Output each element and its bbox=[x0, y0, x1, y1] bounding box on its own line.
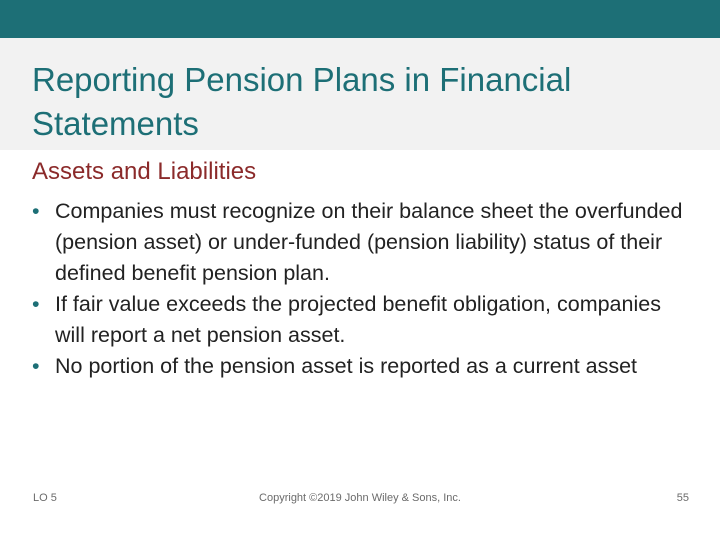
bullet-item bbox=[32, 196, 696, 289]
bullet-item bbox=[32, 289, 696, 351]
copyright-notice: Copyright ©2019 John Wiley & Sons, Inc. bbox=[259, 492, 461, 504]
bullet-text: If fair value exceeds the projected benefit obligation, companies will report a net pension asset. bbox=[55, 292, 661, 347]
learning-objective-label: LO 5 bbox=[33, 492, 57, 504]
bullet-icon: • bbox=[32, 199, 40, 223]
bullet-icon: • bbox=[32, 354, 40, 378]
bullet-list bbox=[32, 196, 696, 382]
header-bar bbox=[0, 0, 720, 38]
bullet-icon: • bbox=[32, 292, 40, 316]
bullet-text: No portion of the pension asset is reported as a current asset bbox=[55, 354, 638, 378]
bullet-text: Companies must recognize on their balance sheet the overfunded (pension asset) or under-funded (pension liability) status of their defined benefit pension plan. bbox=[55, 199, 683, 285]
bullet-item bbox=[32, 351, 696, 382]
slide-subtitle: Assets and Liabilities bbox=[32, 158, 257, 185]
page-number: 55 bbox=[676, 492, 689, 504]
slide-title: Reporting Pension Plans in Financial Statements bbox=[32, 61, 572, 142]
